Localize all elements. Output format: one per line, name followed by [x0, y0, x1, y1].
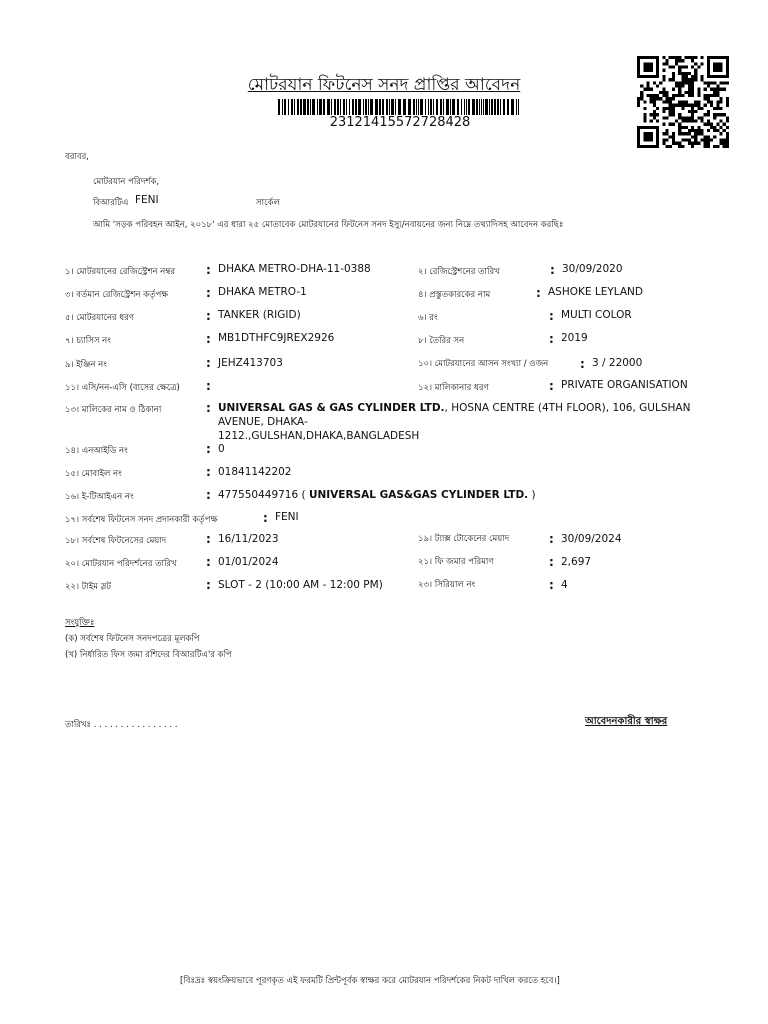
- value-last-fitness-expiry: 16/11/2023: [218, 533, 279, 545]
- value-owner-name-address: [218, 401, 718, 443]
- label-mobile: ১৫। মোবাইল নং: [65, 469, 122, 479]
- label-vehicle-type: ৫। মোটরযানের ধরণ: [65, 313, 135, 323]
- label-etin: ১৬। ই-টিআইএন নং: [65, 492, 134, 502]
- colon: :: [549, 578, 554, 592]
- label-ownership-type: ১২। মালিকানার ধরণ: [418, 383, 489, 393]
- colon: :: [536, 286, 541, 300]
- label-nid: ১৪। এনআইডি নং: [65, 446, 128, 456]
- value-registration-date: 30/09/2020: [562, 263, 623, 275]
- barcode-number: 23121415572728428: [329, 115, 471, 130]
- value-registration-number: DHAKA METRO-DHA-11-0388: [218, 263, 371, 275]
- colon: :: [206, 379, 211, 393]
- label-registration-number: ১। মোটরযানের রেজিস্ট্রেশন নম্বর: [65, 267, 176, 277]
- value-serial-number: 4: [561, 579, 568, 591]
- colon: :: [206, 532, 211, 546]
- label-color: ৬। রং: [418, 313, 438, 323]
- value-ownership-type: PRIVATE ORGANISATION: [561, 379, 688, 391]
- label-time-slot: ২২। টাইম স্লট: [65, 582, 111, 592]
- colon: :: [549, 555, 554, 569]
- colon: :: [206, 401, 211, 415]
- colon: :: [206, 578, 211, 592]
- colon: :: [549, 379, 554, 393]
- value-tax-token-expiry: 30/09/2024: [561, 533, 622, 545]
- attachment-item-1: (ক) সর্বশেষ ফিটনেস সনদপত্রের মূলকপি: [65, 634, 200, 644]
- value-vehicle-type: TANKER (RIGID): [218, 309, 301, 321]
- label-last-fitness-expiry: ১৮। সর্বশেষ ফিটনেসের মেয়াদ: [65, 536, 167, 546]
- value-manufacturer: ASHOKE LEYLAND: [548, 286, 643, 298]
- colon: :: [206, 332, 211, 346]
- value-registration-authority: DHAKA METRO-1: [218, 286, 307, 298]
- salutation-office: FENI: [135, 194, 159, 206]
- value-chassis-number: MB1DTHFC9JREX2926: [218, 332, 335, 344]
- colon: :: [206, 286, 211, 300]
- salutation-inspector: মোটরযান পরিদর্শক,: [93, 177, 160, 187]
- label-manufacture-year: ৮। তৈরির সন: [418, 336, 465, 346]
- salutation-to: বরাবর,: [65, 152, 89, 162]
- value-inspection-date: 01/01/2024: [218, 556, 279, 568]
- request-text: আমি 'সড়ক পরিবহন আইন, ২০১৮' এর ধারা ২৫ মোতাবেক মোটরযানের ফিটনেস সনদ ইস্যু/নবায়নের জন্য নিম্নে তথ্যাদিসহ আবেদন করছিঃ: [93, 220, 564, 230]
- value-color: MULTI COLOR: [561, 309, 632, 321]
- colon: :: [206, 356, 211, 370]
- value-mobile: 01841142202: [218, 466, 292, 478]
- colon: :: [206, 263, 211, 277]
- label-manufacturer: ৪। প্রস্তুতকারকের নাম: [418, 290, 491, 300]
- applicant-signature-label: আবেদনকারীর স্বাক্ষর: [585, 716, 668, 727]
- form-title-text: মোটরযান ফিটনেস সনদ প্রাপ্তির আবেদন: [247, 75, 521, 95]
- value-fee-amount: 2,697: [561, 556, 592, 568]
- colon: :: [580, 357, 585, 371]
- label-serial-number: ২৩। সিরিয়াল নং: [418, 580, 476, 590]
- etin-number: 477550449716 (: [218, 489, 306, 501]
- colon: :: [206, 465, 211, 479]
- colon: :: [263, 511, 268, 525]
- colon: :: [206, 555, 211, 569]
- label-chassis-number: ৭। চ্যাসিস নং: [65, 336, 111, 346]
- colon: :: [549, 532, 554, 546]
- salutation-circle: সার্কেল: [256, 198, 280, 208]
- label-owner-name-address: ১৩। মালিকের নাম ও ঠিকানা: [65, 405, 162, 415]
- label-ac-nonac: ১১। এসি/নন-এসি (বাসের ক্ষেত্রে): [65, 383, 180, 393]
- label-tax-token-expiry: ১৯। ট্যাক্স টোকেনের মেয়াদ: [418, 534, 510, 544]
- value-etin: [218, 489, 536, 501]
- owner-address-line2: 1212.,GULSHAN,DHAKA,BANGLADESH: [218, 430, 420, 442]
- label-registration-date: ২। রেজিস্ট্রেশনের তারিখ: [418, 267, 500, 277]
- salutation-brta: বিআরটিএ: [93, 198, 129, 208]
- value-engine-number: JEHZ413703: [218, 357, 283, 369]
- attachments-heading: সংযুক্তিঃ: [65, 618, 95, 628]
- colon: :: [549, 309, 554, 323]
- footer-note: [বিঃদ্রঃ স্বয়ংক্রিয়ভাবে পূরণকৃত এই ফরমটি প্রিন্টপূর্বক স্বাক্ষর করে মোটরযান পরিদর্শকের নিকট দাখিল করতে হবে।]: [180, 976, 560, 986]
- colon: :: [206, 442, 211, 456]
- label-seats-weight: ১০। মোটরযানের আসন সংখ্যা / ওজন: [418, 359, 549, 369]
- attachment-item-2: (খ) নির্ধারিত ফিস জমা রশিদের বিআরটিএ'র কপি: [65, 650, 232, 660]
- label-fee-amount: ২১। ফি জমার পরিমাণ: [418, 557, 494, 567]
- barcode-image: [278, 99, 520, 115]
- colon: :: [549, 332, 554, 346]
- value-manufacture-year: 2019: [561, 332, 588, 344]
- value-seats-weight: 3 / 22000: [592, 357, 643, 369]
- date-line: তারিখঃ . . . . . . . . . . . . . . . .: [65, 720, 178, 730]
- colon: :: [550, 263, 555, 277]
- value-last-fitness-authority: FENI: [275, 511, 299, 523]
- owner-name: UNIVERSAL GAS & GAS CYLINDER LTD.: [218, 402, 445, 414]
- value-nid: 0: [218, 443, 225, 455]
- qr-code-image: [637, 56, 729, 148]
- label-registration-authority: ৩। বর্তমান রেজিস্ট্রেশন কর্তৃপক্ষ: [65, 290, 169, 300]
- value-time-slot: SLOT - 2 (10:00 AM - 12:00 PM): [218, 579, 383, 591]
- etin-name: UNIVERSAL GAS&GAS CYLINDER LTD.: [308, 489, 529, 501]
- label-inspection-date: ২০। মোটরযান পরিদর্শনের তারিখ: [65, 559, 177, 569]
- colon: :: [206, 309, 211, 323]
- label-engine-number: ৯। ইঞ্জিন নং: [65, 360, 107, 370]
- colon: :: [206, 488, 211, 502]
- owner-address-line1: , HOSNA CENTRE (4TH FLOOR), 106, GULSHAN AVENUE, DHAKA-: [218, 402, 691, 428]
- etin-close: ): [531, 489, 536, 501]
- label-last-fitness-authority: ১৭। সর্বশেষ ফিটনেস সনদ প্রদানকারী কর্তৃপক্ষ: [65, 515, 218, 525]
